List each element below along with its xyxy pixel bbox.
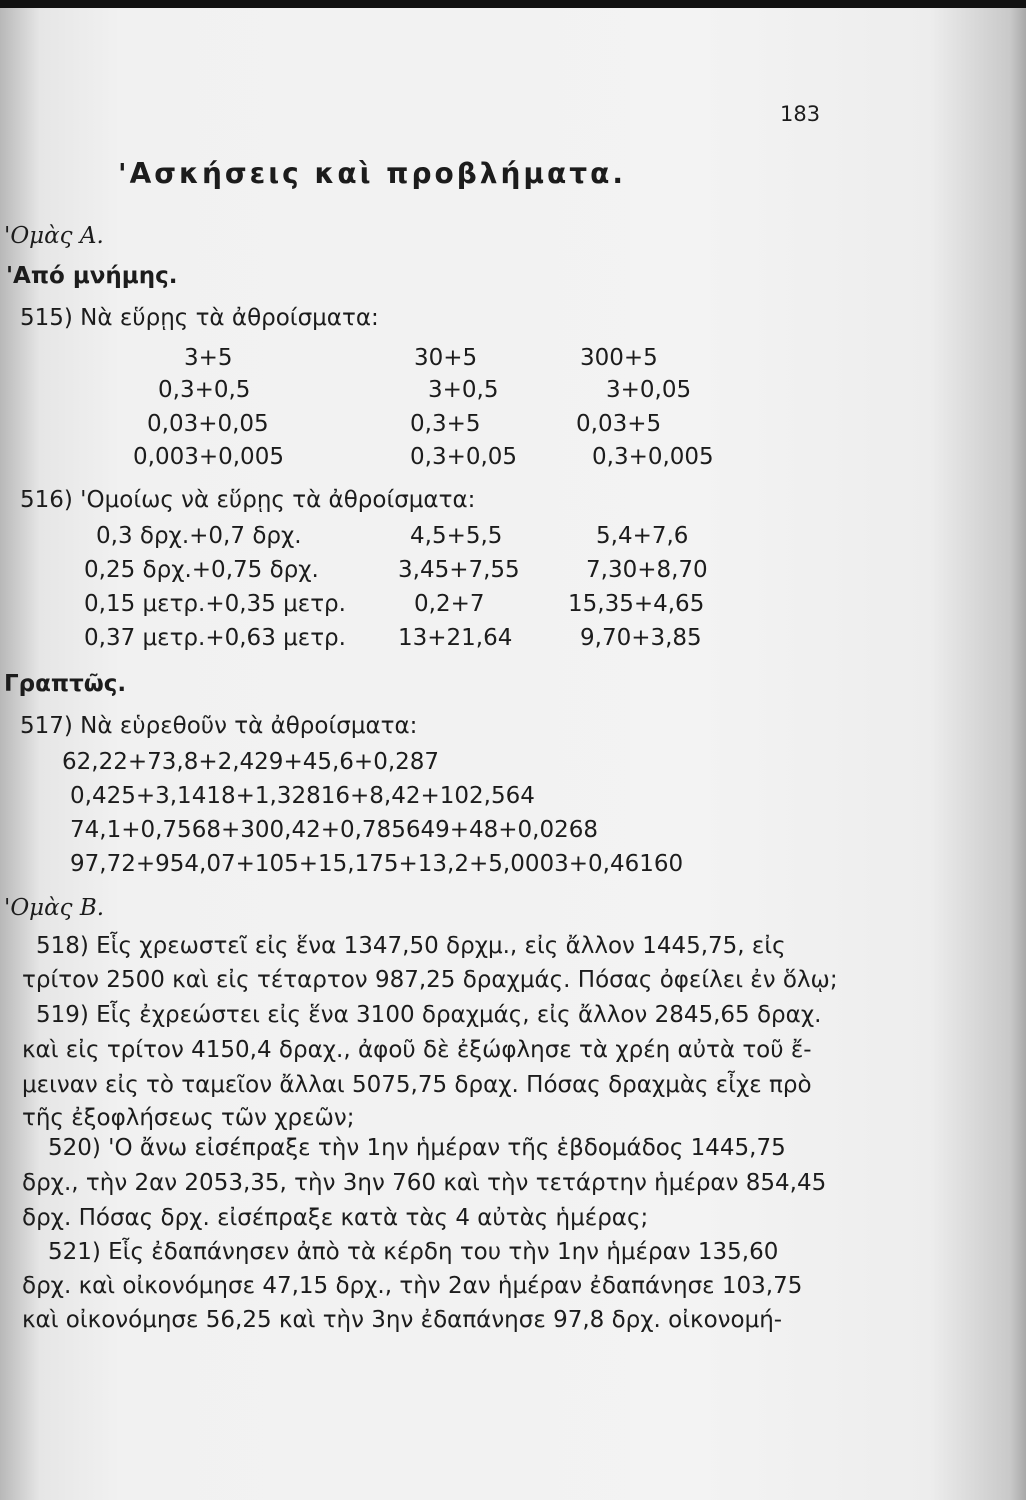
paragraph-line-9: δρχ. Πόσας δρχ. εἰσέπραξε κατὰ τὰς 4 αὐτὰς ἡμέρας; xyxy=(22,1205,649,1231)
ex516-c1-r1: 0,3 δρχ.+0,7 δρχ. xyxy=(96,523,302,549)
paragraph-line-6: τῆς ἐξοφλήσεως τῶν χρεῶν; xyxy=(22,1105,355,1131)
ex515-c3-r3: 0,03+5 xyxy=(576,411,662,437)
ex515-c3-r1: 300+5 xyxy=(580,345,658,371)
ex516-c1-r4: 0,37 μετρ.+0,63 μετρ. xyxy=(84,625,346,651)
ex517-line-1: 62,22+73,8+2,429+45,6+0,287 xyxy=(62,749,440,775)
paragraph-line-7: 520) 'Ο ἄνω εἰσέπραξε τὴν 1ην ἡμέραν τῆς ἑβδομάδος 1445,75 xyxy=(48,1135,786,1161)
group-b-heading: 'Ομὰς Β. xyxy=(4,895,105,921)
paragraph-line-10: 521) Εἷς ἐδαπάνησεν ἀπὸ τὰ κέρδη του τὴν 1ην ἡμέραν 135,60 xyxy=(48,1239,779,1265)
ex515-c2-r4: 0,3+0,05 xyxy=(410,444,518,470)
paragraph-line-12: καὶ οἰκονόμησε 56,25 καὶ τὴν 3ην ἐδαπάνησε 97,8 δρχ. οἰκονομή- xyxy=(22,1307,783,1333)
ex517-line-4: 97,72+954,07+105+15,175+13,2+5,0003+0,46160 xyxy=(70,851,684,877)
exercise-517-text: 517) Νὰ εὑρεθοῦν τὰ ἀθροίσματα: xyxy=(20,713,418,739)
written-heading: Γραπτῶς. xyxy=(4,671,127,697)
ex515-c1-r3: 0,03+0,05 xyxy=(147,411,269,437)
ex516-c2-r4: 13+21,64 xyxy=(398,625,513,651)
paragraph-line-3: 519) Εἷς ἐχρεώστει εἰς ἕνα 3100 δραχμάς, εἰς ἄλλον 2845,65 δραχ. xyxy=(36,1002,822,1028)
ex516-c3-r3: 15,35+4,65 xyxy=(568,591,705,617)
ex515-c1-r2: 0,3+0,5 xyxy=(158,377,251,403)
ex516-c1-r3: 0,15 μετρ.+0,35 μετρ. xyxy=(84,591,346,617)
ex516-c3-r4: 9,70+3,85 xyxy=(580,625,702,651)
paragraph-line-4: καὶ εἰς τρίτον 4150,4 δραχ., ἀφοῦ δὲ ἐξώφλησε τὰ χρέη αὐτὰ τοῦ ἔ- xyxy=(22,1037,812,1063)
ex517-line-3: 74,1+0,7568+300,42+0,785649+48+0,0268 xyxy=(70,817,599,843)
ex516-c2-r1: 4,5+5,5 xyxy=(410,523,503,549)
ex515-c2-r3: 0,3+5 xyxy=(410,411,481,437)
paragraph-line-2: τρίτον 2500 καὶ εἰς τέταρτον 987,25 δραχμάς. Πόσας ὀφείλει ἐν ὅλῳ; xyxy=(22,967,838,993)
ex517-line-2: 0,425+3,1418+1,32816+8,42+102,564 xyxy=(70,783,535,809)
paragraph-line-5: μειναν εἰς τὸ ταμεῖον ἄλλαι 5075,75 δραχ. Πόσας δραχμὰς εἶχε πρὸ xyxy=(22,1072,812,1098)
paragraph-line-8: δρχ., τὴν 2αν 2053,35, τὴν 3ην 760 καὶ τὴν τετάρτην ἡμέραν 854,45 xyxy=(22,1170,827,1196)
paragraph-line-1: 518) Εἷς χρεωστεῖ εἰς ἕνα 1347,50 δρχμ., εἰς ἄλλον 1445,75, εἰς xyxy=(36,933,786,959)
from-memory-heading: 'Από μνήμης. xyxy=(6,263,178,289)
scan-top-edge xyxy=(0,0,1026,8)
ex515-c2-r1: 30+5 xyxy=(414,345,478,371)
page-title: 'Ασκήσεις καὶ προβλήματα. xyxy=(118,157,627,190)
exercise-516-text: 516) 'Ομοίως νὰ εὕρῃς τὰ ἀθροίσματα: xyxy=(20,487,476,513)
ex516-c2-r2: 3,45+7,55 xyxy=(398,557,520,583)
ex515-c3-r2: 3+0,05 xyxy=(606,377,692,403)
ex515-c1-r4: 0,003+0,005 xyxy=(133,444,284,470)
ex516-c3-r1: 5,4+7,6 xyxy=(596,523,689,549)
ex515-c3-r4: 0,3+0,005 xyxy=(592,444,714,470)
exercise-515-text: 515) Νὰ εὕρῃς τὰ ἀθροίσματα: xyxy=(20,305,379,331)
ex516-c2-r3: 0,2+7 xyxy=(414,591,485,617)
ex516-c1-r2: 0,25 δρχ.+0,75 δρχ. xyxy=(84,557,319,583)
group-a-heading: 'Ομὰς Α. xyxy=(4,223,104,249)
page-number: 183 xyxy=(780,102,821,126)
ex516-c3-r2: 7,30+8,70 xyxy=(586,557,708,583)
paragraph-line-11: δρχ. καὶ οἰκονόμησε 47,15 δρχ., τὴν 2αν ἡμέραν ἐδαπάνησε 103,75 xyxy=(22,1273,803,1299)
ex515-c2-r2: 3+0,5 xyxy=(428,377,499,403)
ex515-c1-r1: 3+5 xyxy=(184,345,233,371)
